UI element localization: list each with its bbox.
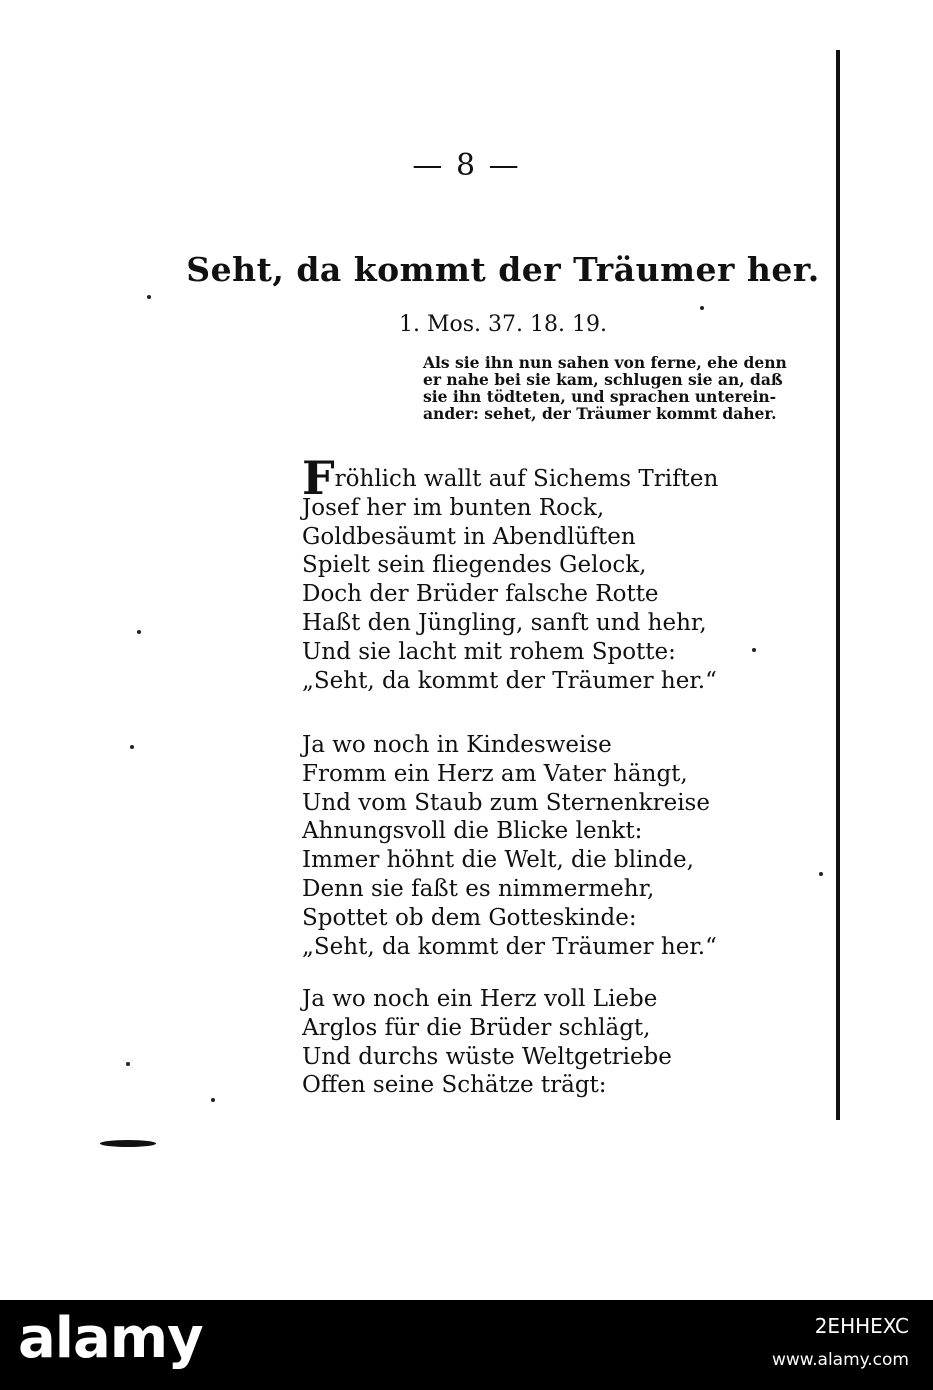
verse-line: Spielt sein fliegendes Gelock, [302,552,647,579]
bible-reference: 1. Mos. 37. 18. 19. [399,312,607,337]
verse-line: Und vom Staub zum Sternenkreise [302,789,710,816]
scan-speck [700,306,704,310]
verse-text: röhlich wallt auf Sichems Triften [334,466,719,492]
scan-speck [147,295,151,299]
epigraph-line: Als sie ihn nun sahen von ferne, ehe denn [423,353,787,372]
watermark-url: www.alamy.com [771,1350,909,1370]
page-number: — 8 — [412,148,521,183]
verse-line: Doch der Brüder falsche Rotte [302,581,659,608]
scan-speck [130,745,134,749]
verse-line [302,451,802,505]
verse-line: Und sie lacht mit rohem Spotte: [302,638,676,665]
watermark-banner [0,1300,933,1390]
verse-line: Fromm ein Herz am Vater hängt, [302,760,688,787]
stanza-2 [302,731,802,961]
verse-line: Spottet ob dem Gotteskinde: [302,904,637,931]
epigraph-line: ander: sehet, der Träumer kommt daher. [423,404,777,423]
drop-cap: F [302,451,335,505]
page-edge-rule [836,50,840,1120]
verse-line: Und durchs wüste Weltgetriebe [302,1043,672,1070]
alamy-logo: alamy [18,1306,203,1371]
epigraph [423,353,787,423]
image-id: 2EHHEXC [814,1314,909,1338]
verse-line: „Seht, da kommt der Träumer her.“ [302,933,717,960]
epigraph-line: sie ihn tödteten, und sprachen unterein- [423,387,777,406]
stanza-1 [302,451,802,695]
verse-line: Goldbesäumt in Abendlüften [302,523,636,550]
verse-line: Ja wo noch in Kindesweise [302,732,612,758]
ornament-mark [100,1140,156,1147]
scan-speck [752,648,756,652]
poem-title: Seht, da kommt der Träumer her. [186,250,820,289]
verse-line: Haßt den Jüngling, sanft und hehr, [302,609,707,636]
stanza-3 [302,985,802,1100]
verse-line: Ja wo noch ein Herz voll Liebe [302,986,658,1012]
scan-speck [137,630,141,634]
scan-speck [211,1098,215,1102]
verse-line: Josef her im bunten Rock, [302,494,605,521]
verse-line: Ahnungsvoll die Blicke lenkt: [302,818,643,845]
verse-line: Denn sie faßt es nimmermehr, [302,875,655,902]
scan-speck [126,1062,130,1066]
scan-speck [819,872,823,876]
verse-line: Immer höhnt die Welt, die blinde, [302,847,694,874]
verse-line: Offen seine Schätze trägt: [302,1072,607,1099]
epigraph-line: er nahe bei sie kam, schlugen sie an, daß [423,370,783,389]
verse-line: Arglos für die Brüder schlägt, [302,1014,651,1041]
verse-line: „Seht, da kommt der Träumer her.“ [302,667,717,694]
